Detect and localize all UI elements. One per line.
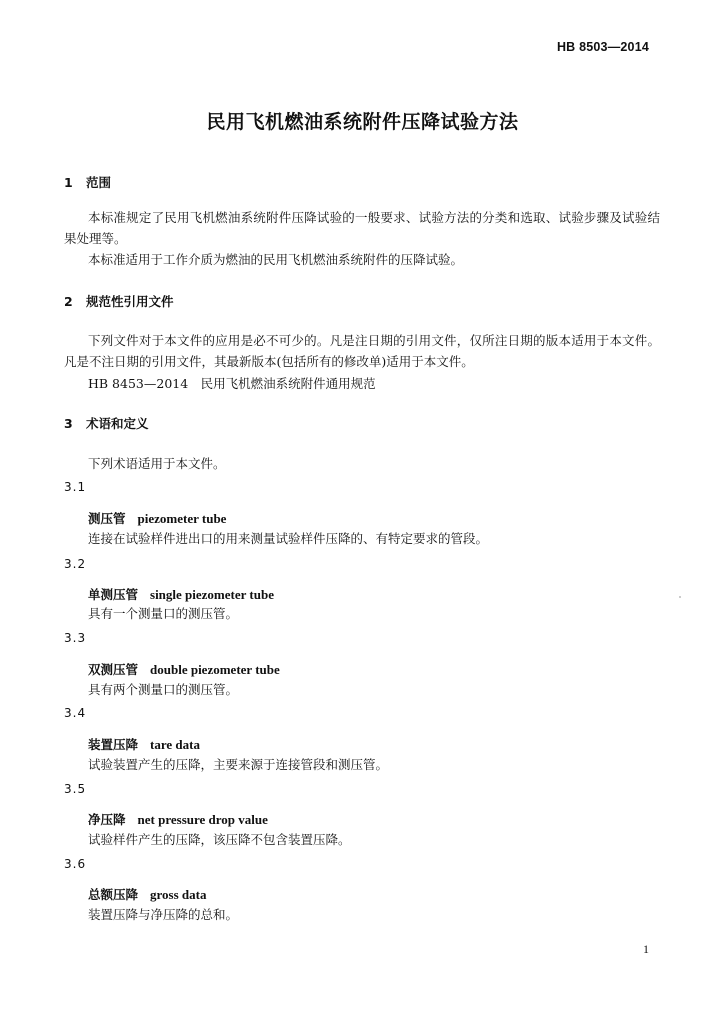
term-heading: [88, 810, 268, 828]
normative-reference: HB 8453—2014 民用飞机燃油系统附件通用规范: [88, 376, 376, 391]
section-3-intro: 下列术语适用于本文件。: [88, 456, 226, 471]
scan-speck: [679, 596, 681, 598]
term-heading: [88, 735, 200, 753]
section-1-paragraph-1: 本标准规定了民用飞机燃油系统附件压降试验的一般要求、试验方法的分类和选取、试验步骤及试验结果处理等。: [64, 210, 660, 246]
term-number: 3.3: [64, 631, 87, 645]
term-definition: 具有一个测量口的测压管。: [88, 606, 239, 621]
term-definition: 具有两个测量口的测压管。: [88, 682, 239, 697]
section-1-title: 范围: [86, 175, 112, 190]
page-number: 1: [643, 942, 649, 956]
term-number: 3.2: [64, 557, 87, 571]
term-english: gross data: [150, 887, 207, 902]
document-title: 民用飞机燃油系统附件压降试验方法: [206, 111, 519, 133]
term-number: 3.5: [64, 782, 87, 796]
term-definition: 连接在试验样件进出口的用来测量试验样件压降的、有特定要求的管段。: [88, 531, 489, 546]
term-number: 3.6: [64, 857, 87, 871]
section-2-paragraph: 下列文件对于本文件的应用是必不可少的。凡是注日期的引用文件，仅所注日期的版本适用于本文件。凡是不注日期的引用文件，其最新版本(包括所有的修改单)适用于本文件。: [64, 333, 660, 369]
term-chinese: 装置压降: [88, 737, 139, 752]
term-chinese: 单测压管: [88, 587, 139, 602]
section-2-number: 2: [64, 294, 73, 309]
section-3-number: 3: [64, 416, 73, 431]
section-1-number: 1: [64, 175, 73, 190]
term-english: piezometer tube: [137, 511, 227, 526]
term-definition: 试验样件产生的压降，该压降不包含装置压降。: [88, 832, 351, 847]
term-heading: [88, 885, 206, 903]
term-definition: 试验装置产生的压降，主要来源于连接管段和测压管。: [88, 757, 389, 772]
term-chinese: 总额压降: [88, 887, 139, 902]
term-chinese: 测压管: [88, 511, 126, 526]
section-1-paragraph-2: 本标准适用于工作介质为燃油的民用飞机燃油系统附件的压降试验。: [88, 252, 464, 267]
standard-code: HB 8503—2014: [556, 40, 649, 54]
term-number: 3.4: [64, 706, 87, 720]
section-1-heading: [64, 173, 111, 191]
term-english: net pressure drop value: [137, 812, 268, 827]
term-english: single piezometer tube: [150, 587, 274, 602]
term-heading: [88, 585, 274, 603]
term-number: 3.1: [64, 480, 87, 494]
section-3-title: 术语和定义: [86, 416, 149, 431]
term-english: double piezometer tube: [150, 662, 280, 677]
section-2-title: 规范性引用文件: [86, 294, 174, 309]
section-3-heading: [64, 414, 149, 432]
term-heading: [88, 660, 280, 678]
section-2-heading: [64, 292, 174, 310]
term-definition: 装置压降与净压降的总和。: [88, 907, 239, 922]
term-heading: [88, 509, 226, 527]
term-chinese: 净压降: [88, 812, 126, 827]
term-english: tare data: [150, 737, 200, 752]
term-chinese: 双测压管: [88, 662, 139, 677]
